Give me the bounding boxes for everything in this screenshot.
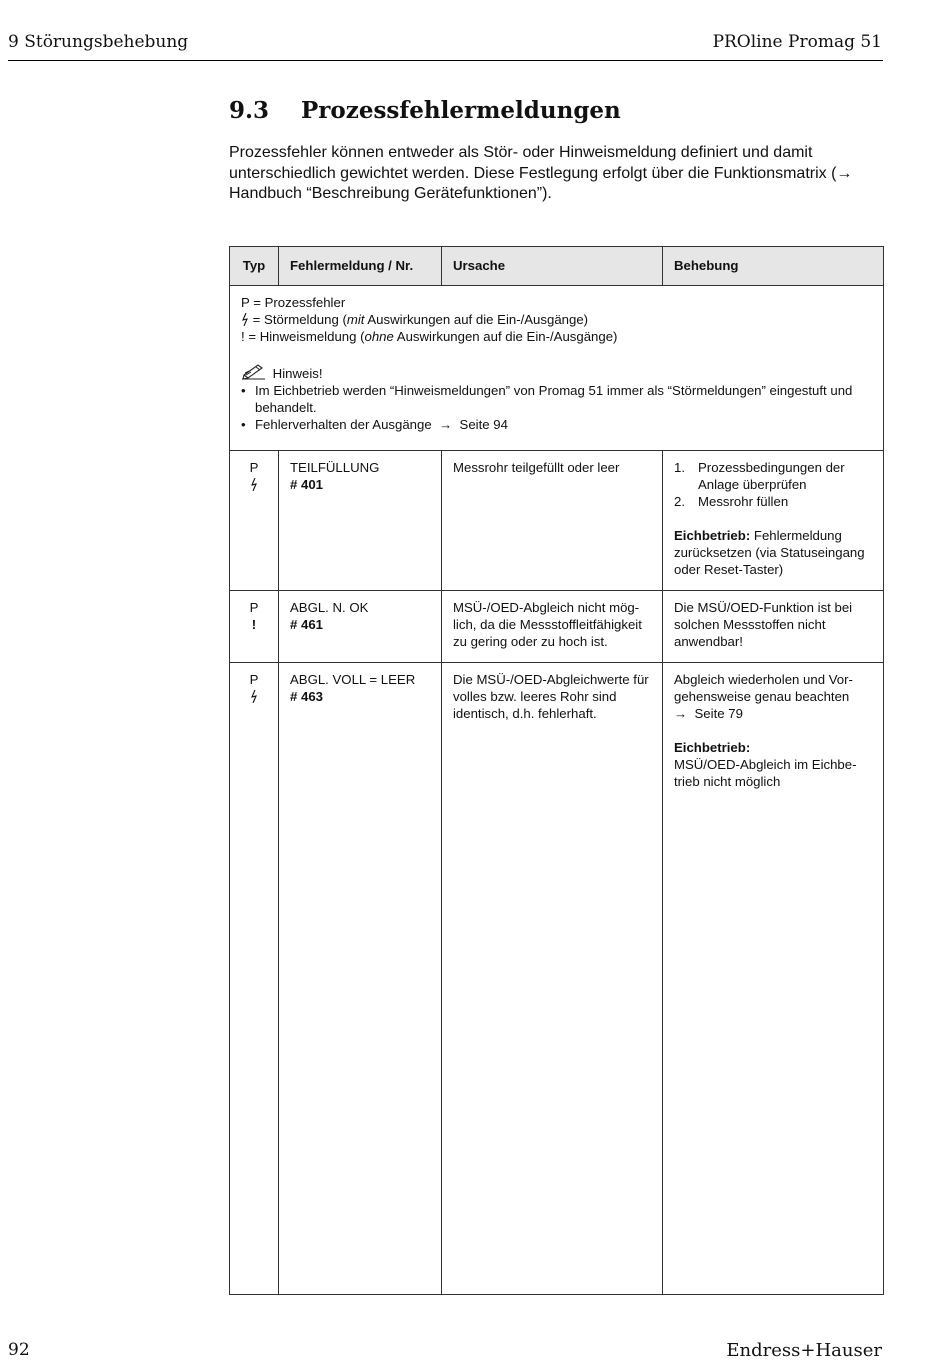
legend-emphasis: ohne — [364, 329, 394, 344]
step-number: 1. — [674, 460, 685, 475]
type-code: P — [249, 460, 259, 475]
error-table — [229, 246, 884, 1295]
legend-process-error: P = Prozessfehler — [241, 295, 346, 310]
message-number: # 463 — [290, 689, 324, 704]
remedy-cell: Die MSÜ/OED-Funktion ist bei solchen Messstoffen nicht anwendbar! — [662, 590, 883, 662]
remedy-text: Abgleich wiederholen und Vor-gehensweise genau beachten — [674, 672, 853, 704]
message-number: # 401 — [290, 477, 324, 492]
table-header-row — [230, 247, 883, 286]
intro-text: Prozessfehler können entweder als Stör- oder Hinweismeldung definiert und damit unterschiedlich gewichtet werden. Diese Festlegung erfolgt über die Funktionsmatrix ( — [229, 144, 837, 182]
message-text: TEILFÜLLUNG — [290, 460, 380, 475]
remedy-step — [674, 493, 875, 510]
calibration-text: MSÜ/OED-Abgleich im Eichbe-trieb nicht möglich — [674, 757, 857, 789]
remedy-cell — [662, 662, 883, 1294]
cause-cell: Messrohr teilgefüllt oder leer — [441, 450, 662, 590]
right-arrow-icon: → — [439, 417, 453, 432]
section-number: 9.3 — [229, 97, 270, 124]
legend-text: Auswirkungen auf die Ein-/Ausgänge) — [393, 329, 618, 344]
calibration-label: Eichbetrieb: — [674, 740, 751, 755]
message-cell — [278, 590, 441, 662]
running-header-chapter: 9 Störungsbehebung — [8, 32, 189, 52]
calibration-text: Fehlermeldung zurücksetzen (via Statuseingang oder Reset-Taster) — [674, 528, 865, 577]
legend-text: ! = Hinweismeldung ( — [241, 329, 365, 344]
cause-cell: Die MSÜ-/OED-Abgleichwerte für volles bzw. leeres Rohr sind identisch, d.h. fehlerhaft. — [441, 662, 662, 1294]
cause-cell: MSÜ-/OED-Abgleich nicht mög-lich, da die Messstoffleitfähigkeit zu gering oder zu hoch ist. — [441, 590, 662, 662]
type-code: P — [249, 600, 259, 615]
note-bullet: • Im Eichbetrieb werden “Hinweismeldungen” von Promag 51 immer als “Störmeldungen” eingestuft und behandelt. — [241, 382, 875, 416]
header-message: Fehlermeldung / Nr. — [278, 247, 441, 285]
legend-text: Auswirkungen auf die Ein-/Ausgänge) — [364, 312, 589, 327]
calibration-note — [674, 527, 875, 578]
message-text: ABGL. VOLL = LEER — [290, 672, 416, 687]
legend-fault-message — [241, 311, 875, 328]
header-cause: Ursache — [441, 247, 662, 285]
right-arrow-icon: → — [674, 706, 688, 721]
remedy-step — [674, 459, 875, 493]
type-cell — [230, 450, 278, 590]
message-cell — [278, 450, 441, 590]
step-text: Prozessbedingungen der Anlage überprüfen — [698, 460, 845, 492]
legend-text: = Störmeldung ( — [249, 312, 347, 327]
note-heading — [241, 362, 875, 382]
section-title: Prozessfehlermeldungen — [301, 97, 621, 124]
table-row — [230, 662, 883, 1294]
header-typ: Typ — [242, 258, 266, 273]
table-row — [230, 590, 883, 663]
calibration-label: Eichbetrieb: — [674, 528, 751, 543]
legend-row — [230, 285, 883, 451]
remedy-cell — [662, 450, 883, 590]
message-cell — [278, 662, 441, 1294]
note-label: Hinweis! — [272, 366, 323, 381]
page-number: 92 — [8, 1340, 30, 1360]
step-number: 2. — [674, 494, 685, 509]
notice-symbol: ! — [251, 617, 257, 632]
brand-logo: Endress+Hauser — [726, 1340, 882, 1361]
note-text: Fehlerverhalten der Ausgänge — [255, 417, 432, 432]
header-divider — [8, 60, 883, 61]
lightning-bolt-icon — [250, 690, 258, 703]
page-reference: Seite 94 — [459, 417, 508, 432]
message-number: # 461 — [290, 617, 324, 632]
page-reference: Seite 79 — [694, 706, 743, 721]
intro-reference: Handbuch “Beschreibung Gerätefunktionen”). — [229, 185, 552, 202]
header-remedy: Behebung — [662, 247, 883, 285]
type-code: P — [249, 672, 259, 687]
legend-emphasis: mit — [346, 312, 365, 327]
running-header-product: PROline Promag 51 — [712, 32, 882, 52]
pencil-note-icon — [241, 362, 269, 380]
message-text: ABGL. N. OK — [290, 600, 369, 615]
type-cell — [230, 662, 278, 1294]
lightning-bolt-icon — [250, 478, 258, 491]
lightning-bolt-icon — [241, 313, 249, 326]
right-arrow-icon: → — [836, 164, 853, 182]
remedy-reference — [674, 705, 875, 722]
step-text: Messrohr füllen — [698, 494, 789, 509]
intro-paragraph — [229, 143, 884, 205]
note-bullet — [241, 416, 875, 433]
table-row — [230, 450, 883, 591]
type-cell — [230, 590, 278, 662]
legend-notice-message — [241, 328, 875, 345]
